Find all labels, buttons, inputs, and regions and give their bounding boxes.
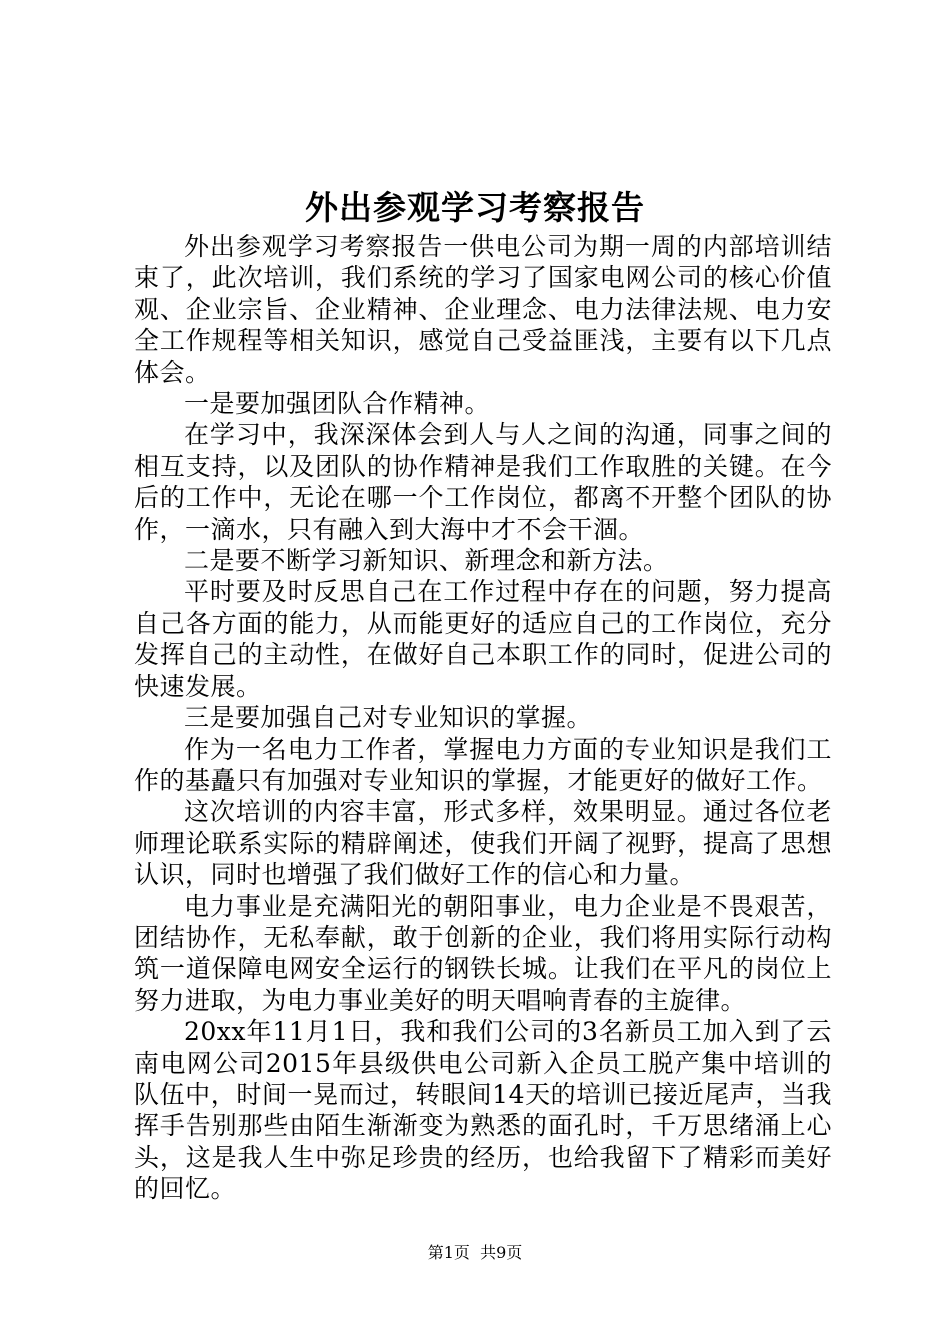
document-body <box>134 231 832 1205</box>
paragraph-point-2-body: 平时要及时反思自己在工作过程中存在的问题，努力提高自己各方面的能力，从而能更好的适应自己的工作岗位，充分发挥自己的主动性，在做好自己本职工作的同时，促进公司的快速发展。 <box>134 577 832 701</box>
page-number: 第1页 <box>427 1243 470 1262</box>
paragraph-point-1-heading: 一是要加强团队合作精神。 <box>184 389 491 419</box>
paragraph-point-3-body: 作为一名电力工作者，掌握电力方面的专业知识是我们工作的基矗只有加强对专业知识的掌握，才能更好的做好工作。 <box>134 734 832 795</box>
page-footer <box>0 1243 950 1263</box>
paragraph-training-reflection: 20xx年11月1日，我和我们公司的3名新员工加入到了云南电网公司2015年县级供电公司新入企员工脱产集中培训的队伍中，时间一晃而过，转眼间14天的培训已接近尾声，当我挥手告别那些由陌生渐渐变为熟悉的面孔时，千万思绪涌上心头，这是我人生中弥足珍贵的经历，也给我留下了精彩而美好的回忆。 <box>134 1017 832 1204</box>
paragraph-point-2-heading: 二是要不断学习新知识、新理念和新方法。 <box>184 546 669 576</box>
paragraph-conclusion: 电力事业是充满阳光的朝阳事业，电力企业是不畏艰苦，团结协作，无私奉献，敢于创新的企业，我们将用实际行动构筑一道保障电网安全运行的钢铁长城。让我们在平凡的岗位上努力进取，为电力事业美好的明天唱响青春的主旋律。 <box>134 891 832 1015</box>
paragraph-point-1-body: 在学习中，我深深体会到人与人之间的沟通，同事之间的相互支持，以及团队的协作精神是我们工作取胜的关键。在今后的工作中，无论在哪一个工作岗位，都离不开整个团队的协作，一滴水，只有融入到大海中才不会干涸。 <box>134 420 832 544</box>
paragraph-intro: 外出参观学习考察报告一供电公司为期一周的内部培训结束了，此次培训，我们系统的学习了国家电网公司的核心价值观、企业宗旨、企业精神、企业理念、电力法律法规、电力安全工作规程等相关知识，感觉自己受益匪浅，主要有以下几点体会。 <box>134 232 832 387</box>
page-total: 共9页 <box>480 1243 523 1262</box>
paragraph-point-3-heading: 三是要加强自己对专业知识的掌握。 <box>184 703 593 733</box>
page-title: 外出参观学习考察报告 <box>305 188 645 227</box>
paragraph-summary: 这次培训的内容丰富，形式多样，效果明显。通过各位老师理论联系实际的精辟阐述，使我们开阔了视野，提高了思想认识，同时也增强了我们做好工作的信心和力量。 <box>134 797 832 890</box>
